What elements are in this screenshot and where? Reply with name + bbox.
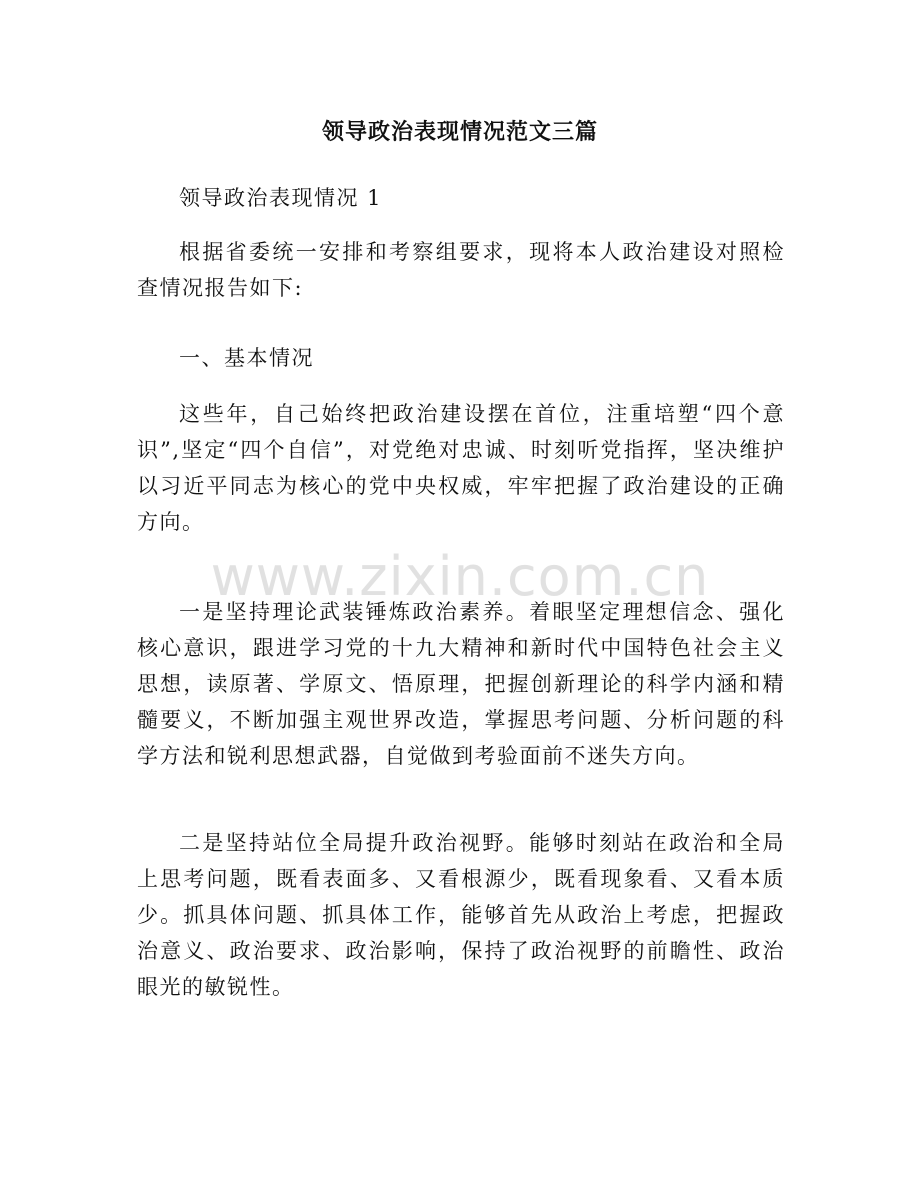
intro-paragraph: 根据省委统一安排和考察组要求，现将本人政治建设对照检查情况报告如下: [137, 240, 785, 300]
paragraph-basic-situation: 这些年，自己始终把政治建设摆在首位，注重培塑“四个意识”,坚定“四个自信”，对党绝对忠诚、时刻听党指挥，坚决维护以习近平同志为核心的党中央权威，牢牢把握了政治建设的正确方向。 [137, 402, 785, 534]
section-heading: 领导政治表现情况 1 [179, 186, 383, 210]
subheading-basic-situation: 一、基本情况 [179, 346, 314, 370]
watermark-text: www.zixin.com.cn [210, 545, 710, 608]
document-title: 领导政治表现情况范文三篇 [321, 119, 598, 145]
paragraph-overall-view: 二是坚持站位全局提升政治视野。能够时刻站在政治和全局上思考问题，既看表面多、又看根源少，既看现象看、又看本质少。抓具体问题、抓具体工作，能够首先从政治上考虑，把握政治意义、政治要求、政治影响，保持了政治视野的前瞻性、政治眼光的敏锐性。 [137, 831, 785, 999]
paragraph-theory: 一是坚持理论武装锤炼政治素养。着眼坚定理想信念、强化核心意识，跟进学习党的十九大精神和新时代中国特色社会主义思想，读原著、学原文、悟原理，把握创新理论的科学内涵和精髓要义，不断加强主观世界改造，掌握思考问题、分析问题的科学方法和锐利思想武器，自觉做到考验面前不迷失方向。 [137, 600, 785, 768]
